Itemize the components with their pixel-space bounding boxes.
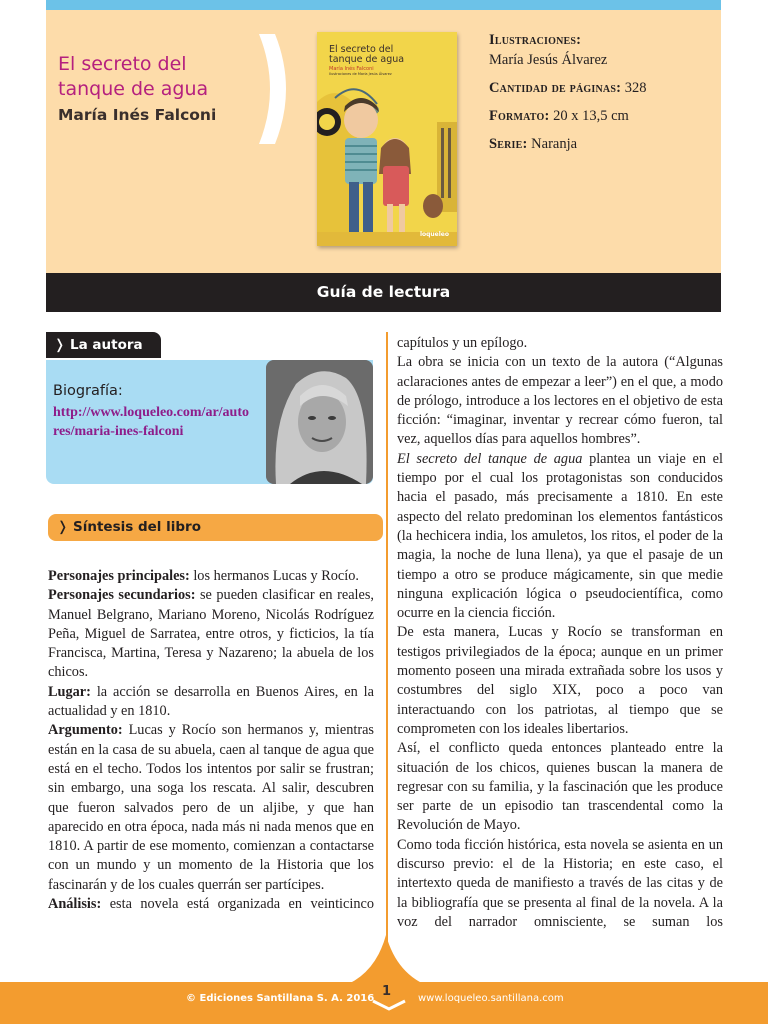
paragraph-historical-fiction: Como toda ficción histórica, esta novela se asienta en un discurso previo: el de la Historia; en este caso, el intertexto queda de manifiesto a través de las citas y de la bibliografía que se presenta al final de la novela. A la voz del narrador omnisciente, se suman los [397, 836, 723, 930]
cover-title: El secreto del tanque de agua [329, 44, 405, 65]
paragraph-secondary-characters: Personajes secundarios: se pueden clasificar en reales, Manuel Belgrano, Mariano Moreno, Nicolás Rodríguez Peña, Miguel de Sarratea, entre otros, y ficticios, la tía Francisca, Martina, Teresa y Nazareno; la abuela de los chicos. [48, 587, 374, 681]
footer-website: www.loqueleo.santillana.com [418, 993, 564, 1004]
top-accent-bar [46, 0, 721, 10]
column-divider [386, 332, 388, 982]
book-metadata [489, 30, 719, 162]
paragraph-intro: La obra se inicia con un texto de la autora (“Algunas aclaraciones antes de empezar a leer”) en el que, a modo de prólogo, introduce a los lectores en el objetivo de esta ficción: “imaginar, inventar y recrear cómo fueron, tal vez, aquellos días para aquellos hombres”. [397, 354, 723, 448]
cover-illustration [317, 82, 457, 246]
cover-author: María Inés Falconi [329, 66, 374, 72]
paragraph-witnesses: De esta manera, Lucas y Rocío se transforman en testigos privilegiados de la época; aunque en un primer momento poseen una mirada extrañada sobre los usos y costumbres del siglo XIX, poco a poco van interactuando con los patriotas, al tiempo que se comprometen con los ideales libertarios. [397, 624, 723, 737]
meta-illustrations: Ilustraciones: María Jesús Álvarez [489, 32, 608, 68]
meta-format: Formato: 20 x 13,5 cm [489, 108, 629, 124]
cover-illustrator: Ilustraciones de María Jesús Álvarez [329, 72, 392, 76]
section-tab-author: ❭ La autora [46, 332, 161, 358]
right-column-text [397, 334, 723, 932]
page-number: 1 [382, 984, 392, 999]
chevron-right-icon: ❭ [54, 337, 71, 353]
paragraph-conflict: Así, el conflicto queda entonces planteado entre la situación de los chicos, quienes buscan la manera de regresar con su familia, y la fascinación que les produce ser parte de un episodio tan trascendental como la Revolución de Mayo. [397, 740, 723, 834]
chevron-right-icon: ❭ [57, 519, 74, 535]
book-title: El secreto del tanque de agua [58, 53, 209, 100]
chevron-decoration-icon [251, 34, 297, 144]
paragraph-main-characters: Personajes principales: los hermanos Lucas y Rocío. [48, 568, 359, 584]
chevron-down-icon [371, 999, 407, 1011]
meta-series: Serie: Naranja [489, 136, 578, 152]
book-cover [317, 32, 457, 246]
paragraph-place: Lugar: la acción se desarrolla en Buenos Aires, en la actualidad y en 1810. [48, 683, 374, 720]
footer-notch-decoration [341, 935, 431, 987]
paragraph-time-travel: El secreto del tanque de agua plantea un viaje en el tiempo por el cual los protagonistas son conducidos hacia el pasado, más precisamente a 1810. En este aspecto del relato predominan los elementos fantásticos (la hechicera india, los amuletos, los ritos, el poder de la magia, la noche de luna llena), ya que el pasaje de un tiempo a otro se produce mágicamente, sin que medie ninguna explicación lógica o pseudocientífica, como ocurre en la ciencia ficción. [397, 450, 723, 622]
book-author: María Inés Falconi [58, 106, 217, 124]
section-tab-synopsis: ❭ Síntesis del libro [48, 514, 383, 541]
book-title-block [58, 52, 228, 128]
bio-label: Biografía: [53, 383, 123, 399]
reading-guide-banner: Guía de lectura [46, 273, 721, 312]
meta-pages: Cantidad de páginas: 328 [489, 80, 647, 96]
cover-brand-logo: loqueleo [419, 231, 449, 238]
book-header [46, 10, 721, 273]
footer-copyright: © Ediciones Santillana S. A. 2016 [186, 993, 375, 1004]
paragraph-chapters: capítulos y un epílogo. [397, 335, 528, 351]
author-bio-link[interactable]: http://www.loqueleo.com/ar/autores/maria-ines-falconi [53, 405, 249, 439]
paragraph-analysis: Análisis: esta novela está organizada en veinticinco [48, 896, 374, 913]
page-footer [0, 982, 768, 1024]
paragraph-plot: Argumento: Lucas y Rocío son hermanos y, mientras están en la casa de su abuela, caen al tanque de agua que está en el techo. Todos los intentos por salir se frustran; sin embargo, una soga los rescata. Al salir, descubren que fueron salvados pero de un aljibe, y que han aparecido en otra época, nada más ni nada menos que en 1810. A partir de ese momento, comienzan a contactarse con un mundo y un momento de la Historia que los fascinarán y de los cuales querrán ser partícipes. [48, 722, 374, 893]
left-column-text [48, 567, 374, 914]
author-photo [266, 360, 373, 484]
